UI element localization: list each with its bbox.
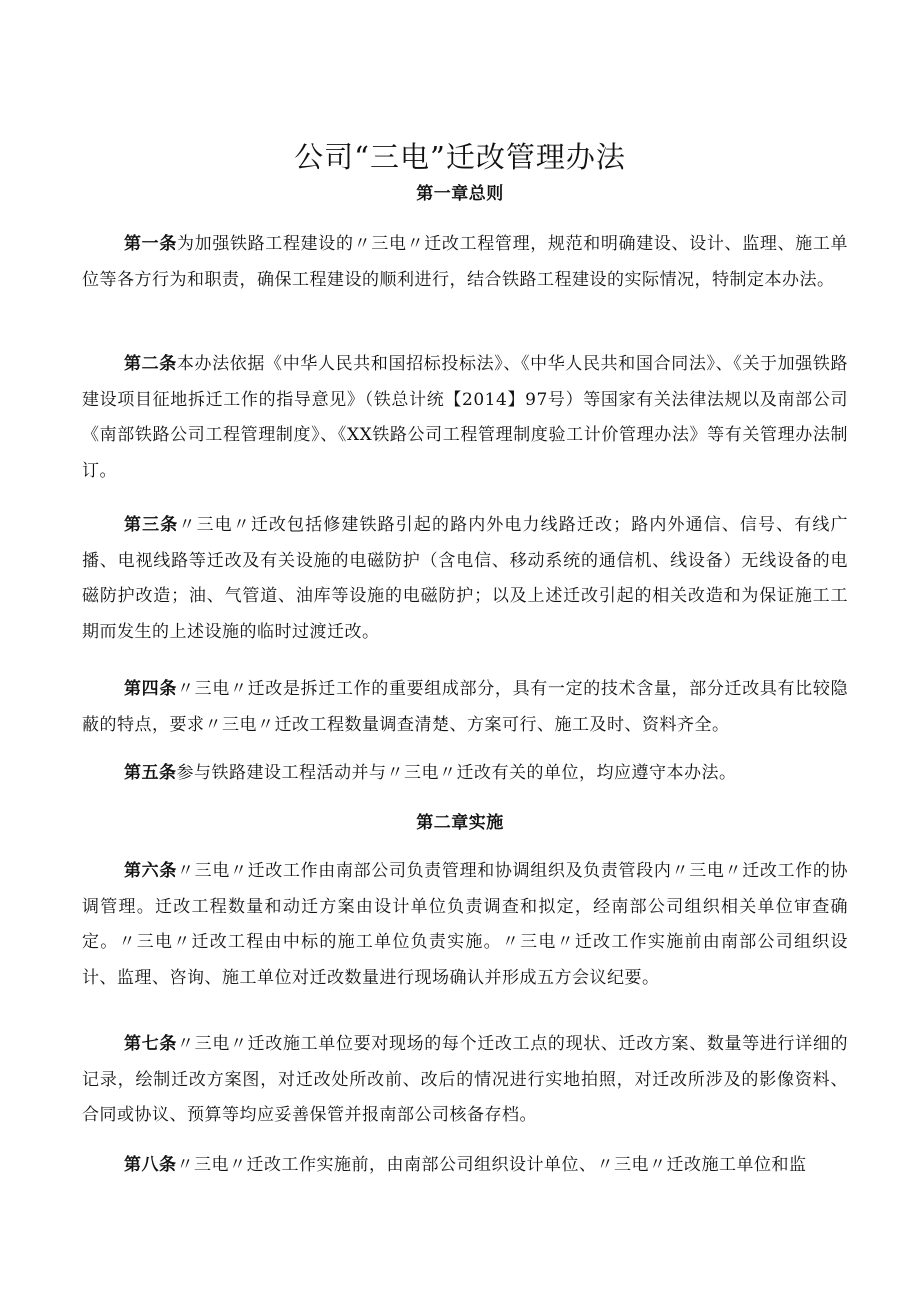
article-3	[82, 508, 848, 650]
article-5	[82, 756, 848, 792]
article-text: 〃三电〃迁改是拆迁工作的重要组成部分，具有一定的技术含量，部分迁改具有比较隐蔽的特点，要求〃三电〃迁改工程数量调查清楚、方案可行、施工及时、资料齐全。	[82, 679, 849, 735]
article-number: 第八条	[124, 1155, 177, 1175]
article-2	[82, 347, 848, 489]
article-text: 〃三电〃迁改工作实施前，由南部公司组织设计单位、〃三电〃迁改施工单位和监	[176, 1155, 807, 1175]
chapter-heading: 第二章实施	[416, 813, 504, 833]
chapter-heading: 第一章总则	[416, 184, 504, 204]
article-text: 参与铁路建设工程活动并与〃三电〃迁改有关的单位，均应遵守本办法。	[176, 763, 737, 783]
article-number: 第六条	[124, 861, 177, 881]
article-number: 第一条	[124, 234, 177, 254]
article-number: 第五条	[124, 763, 177, 783]
article-text: 〃三电〃迁改包括修建铁路引起的路内外电力线路迁改；路内外通信、信号、有线广播、电视线路等迁改及有关设施的电磁防护（含电信、移动系统的通信机、线设备）无线设备的电磁防护改造；油、气管道、油库等设施的电磁防护；以及上述迁改引起的相关改造和为保证施工工期而发生的上述设施的临时过渡迁改。	[82, 515, 849, 642]
article-number: 第四条	[124, 679, 177, 699]
article-6	[82, 854, 848, 996]
article-7	[82, 1027, 848, 1134]
article-1	[82, 227, 848, 298]
article-4	[82, 672, 848, 743]
article-number: 第三条	[124, 515, 179, 535]
article-number: 第二条	[124, 354, 177, 374]
article-text: 〃三电〃迁改工作由南部公司负责管理和协调组织及负责管段内〃三电〃迁改工作的协调管理。迁改工程数量和动迁方案由设计单位负责调查和拟定，经南部公司组织相关单位审查确定。〃三电〃迁改工程由中标的施工单位负责实施。〃三电〃迁改工作实施前由南部公司组织设计、监理、咨询、施工单位对迁改数量进行现场确认并形成五方会议纪要。	[82, 861, 849, 988]
article-text: 〃三电〃迁改施工单位要对现场的每个迁改工点的现状、迁改方案、数量等进行详细的记录，绘制迁改方案图，对迁改处所改前、改后的情况进行实地拍照，对迁改所涉及的影像资料、合同或协议、预算等均应妥善保管并报南部公司核备存档。	[82, 1034, 849, 1126]
article-text: 本办法依据《中华人民共和国招标投标法》、《中华人民共和国合同法》、《关于加强铁路建设项目征地拆迁工作的指导意见》（铁总计统【2014】97号）等国家有关法律法规以及南部公司《南部铁路公司工程管理制度》、《XX铁路公司工程管理制度验工计价管理办法》等有关管理办法制订。	[82, 354, 849, 481]
document-title: 公司“三电”迁改管理办法	[294, 140, 626, 175]
article-8	[82, 1148, 848, 1184]
article-number: 第七条	[124, 1034, 177, 1054]
article-text: 为加强铁路工程建设的〃三电〃迁改工程管理，规范和明确建设、设计、监理、施工单位等各方行为和职责，确保工程建设的顺利进行，结合铁路工程建设的实际情况，特制定本办法。	[82, 234, 849, 290]
